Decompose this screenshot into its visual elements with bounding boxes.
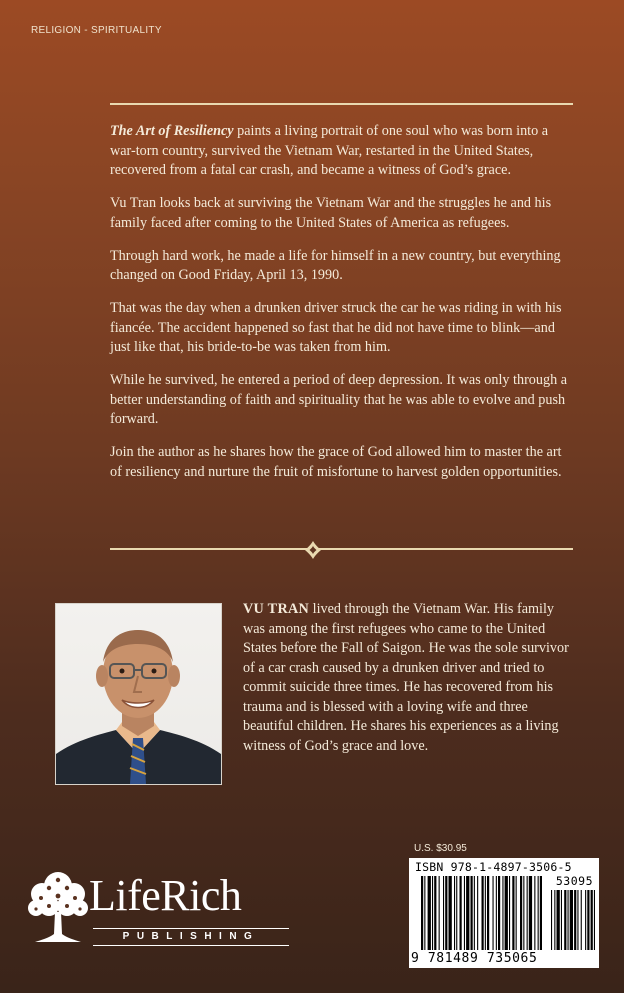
author-bio: VU TRAN lived through the Vietnam War. His family was among the first refugees who came to the United States before the Fall of Saigon. He was the sole survivor of a car crash caused by a drunken driver and tried to commit suicide three times. He has recovered from his trauma and is blessed with a loving wife and three beautiful children. He shares his experiences as a living witness of God’s grace and love. <box>243 601 569 754</box>
isbn-text: ISBN 978-1-4897-3506-5 <box>415 860 572 874</box>
blurb-paragraph-1: The Art of Resiliency paints a living portrait of one soul who was born into a war-torn country, survived the Vietnam War, restarted in the United States, recovered from a fatal car crash, and became a witness of God’s grace. <box>110 123 549 178</box>
blurb-paragraph-3: Through hard work, he made a life for himself in a new country, but everything changed on Good Friday, April 13, 1990. <box>110 247 561 283</box>
isbn-barcode <box>409 858 599 968</box>
supplement-code: 53095 <box>555 874 593 888</box>
blurb-paragraph-4: That was the day when a drunken driver struck the car he was riding in with his fiancée. The accident happened so fast that he did not have time to blink—and just like that, his bride-to-be was taken from him. <box>110 300 562 355</box>
publisher-name: LifeRich <box>89 871 242 920</box>
publisher-logo <box>27 868 289 950</box>
blurb-paragraph-6: Join the author as he shares how the grace of God allowed him to master the art of resiliency and nurture the fruit of misfortune to harvest golden opportunities. <box>110 444 562 480</box>
barcode-bars-icon <box>421 876 597 952</box>
bottom-divider <box>110 548 573 550</box>
book-title: The Art of Resiliency <box>110 123 234 139</box>
top-divider <box>110 103 573 105</box>
tree-logo-icon <box>27 868 89 950</box>
author-name: VU TRAN <box>243 601 310 617</box>
blurb-paragraph-5: While he survived, he entered a period of deep depression. It was only through a better understanding of faith and spirituality that he was able to evolve and push forward. <box>110 372 568 427</box>
author-photo <box>55 603 222 785</box>
publisher-subtitle: PUBLISHING <box>93 928 289 946</box>
price-label: U.S. $30.95 <box>414 843 467 854</box>
category-label: RELIGION - SPIRITUALITY <box>31 25 162 36</box>
blurb <box>110 122 576 496</box>
ean-number: 9 781489 735065 <box>411 951 538 966</box>
blurb-paragraph-2: Vu Tran looks back at surviving the Vietnam War and the struggles he and his family faced after coming to the United States of America as refugees. <box>110 195 552 231</box>
fleuron-ornament-icon <box>304 540 322 560</box>
